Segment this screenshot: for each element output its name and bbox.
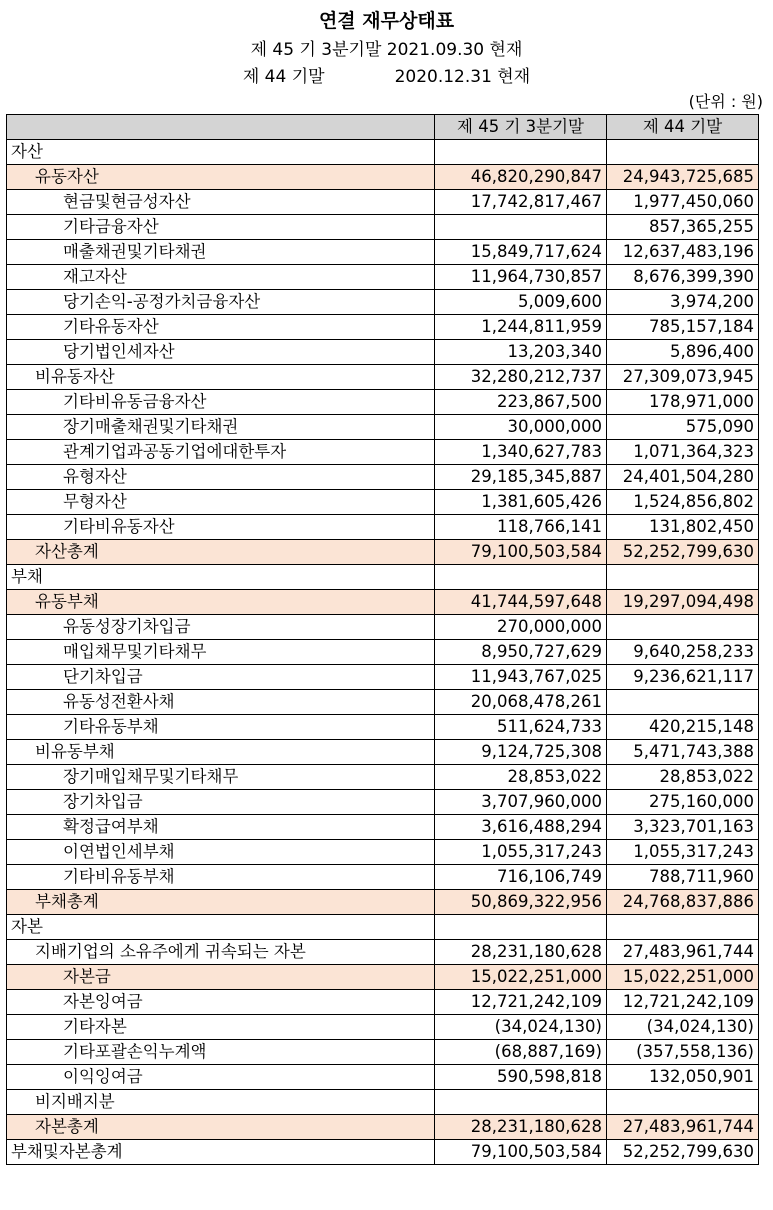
table-row [7,640,759,665]
prior-value-cell: 575,090 [607,415,759,440]
current-value-cell: 11,964,730,857 [435,265,607,290]
account-cell: 매출채권및기타채권 [7,240,435,265]
prior-value-cell: 5,896,400 [607,340,759,365]
table-row [7,1140,759,1165]
table-row [7,740,759,765]
account-cell: 기타비유동자산 [7,515,435,540]
table-row [7,890,759,915]
account-cell: 자본잉여금 [7,990,435,1015]
current-value-cell [435,140,607,165]
account-cell: 당기손익-공정가치금융자산 [7,290,435,315]
prior-value-cell: 52,252,799,630 [607,1140,759,1165]
current-value-cell: 511,624,733 [435,715,607,740]
current-value-cell: 28,853,022 [435,765,607,790]
account-cell: 유동성장기차입금 [7,615,435,640]
prior-value-cell: 1,055,317,243 [607,840,759,865]
prior-value-cell: 24,943,725,685 [607,165,759,190]
prior-value-cell: 132,050,901 [607,1065,759,1090]
table-row [7,690,759,715]
table-row [7,440,759,465]
header-current: 제 45 기 3분기말 [435,115,607,140]
table-row [7,340,759,365]
prior-value-cell [607,615,759,640]
current-value-cell: 46,820,290,847 [435,165,607,190]
prior-value-cell: 24,401,504,280 [607,465,759,490]
current-value-cell: 9,124,725,308 [435,740,607,765]
current-value-cell: 50,869,322,956 [435,890,607,915]
prior-period-date: 2020.12.31 현재 [394,67,531,87]
current-value-cell: 79,100,503,584 [435,540,607,565]
account-cell: 유동부채 [7,590,435,615]
current-value-cell: 30,000,000 [435,415,607,440]
table-row [7,565,759,590]
account-cell: 지배기업의 소유주에게 귀속되는 자본 [7,940,435,965]
account-cell: 기타유동자산 [7,315,435,340]
account-cell: 부채총계 [7,890,435,915]
prior-value-cell: 8,676,399,390 [607,265,759,290]
account-cell: 자본 [7,915,435,940]
table-row [7,215,759,240]
current-value-cell [435,915,607,940]
table-row [7,915,759,940]
prior-value-cell: 1,977,450,060 [607,190,759,215]
table-row [7,590,759,615]
current-value-cell: 15,022,251,000 [435,965,607,990]
account-cell: 무형자산 [7,490,435,515]
table-row [7,1115,759,1140]
prior-value-cell: 19,297,094,498 [607,590,759,615]
prior-value-cell [607,140,759,165]
current-value-cell: 270,000,000 [435,615,607,640]
table-header-row [7,115,759,140]
account-cell: 확정급여부채 [7,815,435,840]
table-row [7,965,759,990]
current-value-cell: 1,340,627,783 [435,440,607,465]
prior-value-cell: 28,853,022 [607,765,759,790]
current-value-cell: 1,381,605,426 [435,490,607,515]
table-row [7,415,759,440]
account-cell: 기타금융자산 [7,215,435,240]
current-value-cell: 8,950,727,629 [435,640,607,665]
prior-value-cell: 131,802,450 [607,515,759,540]
current-value-cell: (34,024,130) [435,1015,607,1040]
prior-value-cell: (357,558,136) [607,1040,759,1065]
prior-value-cell: 3,323,701,163 [607,815,759,840]
account-cell: 자산총계 [7,540,435,565]
unit-label: (단위 : 원) [688,92,763,111]
account-cell: 자본금 [7,965,435,990]
account-cell: 유동성전환사채 [7,690,435,715]
account-cell: 기타자본 [7,1015,435,1040]
current-value-cell: 3,707,960,000 [435,790,607,815]
table-body [7,140,759,1165]
table-row [7,315,759,340]
current-value-cell: 79,100,503,584 [435,1140,607,1165]
table-row [7,165,759,190]
balance-sheet-table [6,114,759,1165]
current-value-cell: 13,203,340 [435,340,607,365]
table-row [7,1090,759,1115]
table-row [7,765,759,790]
current-value-cell [435,215,607,240]
account-cell: 단기차입금 [7,665,435,690]
account-cell: 부채 [7,565,435,590]
table-row [7,465,759,490]
prior-value-cell: 12,721,242,109 [607,990,759,1015]
table-row [7,840,759,865]
current-value-cell: 41,744,597,648 [435,590,607,615]
account-cell: 부채및자본총계 [7,1140,435,1165]
current-value-cell: 3,616,488,294 [435,815,607,840]
prior-value-cell: 15,022,251,000 [607,965,759,990]
account-cell: 기타유동부채 [7,715,435,740]
prior-value-cell [607,565,759,590]
current-value-cell: 716,106,749 [435,865,607,890]
current-value-cell: 1,055,317,243 [435,840,607,865]
table-row [7,265,759,290]
account-cell: 기타비유동부채 [7,865,435,890]
prior-value-cell: 27,309,073,945 [607,365,759,390]
prior-value-cell: 9,640,258,233 [607,640,759,665]
account-cell: 장기매입채무및기타채무 [7,765,435,790]
prior-value-cell: 1,071,364,323 [607,440,759,465]
current-period: 제 45 기 3분기말 2021.09.30 현재 [250,40,523,60]
table-row [7,790,759,815]
prior-value-cell: 788,711,960 [607,865,759,890]
prior-value-cell: 9,236,621,117 [607,665,759,690]
prior-value-cell: 5,471,743,388 [607,740,759,765]
table-row [7,490,759,515]
table-row [7,1040,759,1065]
header-prior: 제 44 기말 [607,115,759,140]
table-row [7,665,759,690]
prior-value-cell: 52,252,799,630 [607,540,759,565]
current-value-cell [435,1090,607,1115]
prior-value-cell: 27,483,961,744 [607,940,759,965]
table-row [7,715,759,740]
table-row [7,1065,759,1090]
table-row [7,190,759,215]
table-row [7,815,759,840]
current-value-cell: 118,766,141 [435,515,607,540]
prior-value-cell: 178,971,000 [607,390,759,415]
account-cell: 장기차입금 [7,790,435,815]
account-cell: 유동자산 [7,165,435,190]
report-title: 연결 재무상태표 [318,10,455,32]
account-cell: 현금및현금성자산 [7,190,435,215]
account-cell: 유형자산 [7,465,435,490]
current-value-cell: 32,280,212,737 [435,365,607,390]
current-value-cell: (68,887,169) [435,1040,607,1065]
prior-value-cell: (34,024,130) [607,1015,759,1040]
table-row [7,940,759,965]
current-value-cell: 28,231,180,628 [435,1115,607,1140]
current-value-cell [435,565,607,590]
account-cell: 이연법인세부채 [7,840,435,865]
prior-value-cell: 27,483,961,744 [607,1115,759,1140]
account-cell: 이익잉여금 [7,1065,435,1090]
prior-value-cell [607,1090,759,1115]
account-cell: 관계기업과공동기업에대한투자 [7,440,435,465]
prior-value-cell: 1,524,856,802 [607,490,759,515]
prior-value-cell [607,690,759,715]
table-row [7,290,759,315]
prior-value-cell: 785,157,184 [607,315,759,340]
account-cell: 비유동부채 [7,740,435,765]
account-cell: 매입채무및기타채무 [7,640,435,665]
current-value-cell: 29,185,345,887 [435,465,607,490]
table-row [7,390,759,415]
prior-period [0,62,773,87]
current-value-cell: 20,068,478,261 [435,690,607,715]
current-value-cell: 12,721,242,109 [435,990,607,1015]
account-cell: 비지배지분 [7,1090,435,1115]
prior-value-cell [607,915,759,940]
account-cell: 기타비유동금융자산 [7,390,435,415]
table-row [7,990,759,1015]
prior-value-cell: 420,215,148 [607,715,759,740]
account-cell: 장기매출채권및기타채권 [7,415,435,440]
account-cell: 자본총계 [7,1115,435,1140]
current-value-cell: 17,742,817,467 [435,190,607,215]
table-row [7,615,759,640]
current-value-cell: 1,244,811,959 [435,315,607,340]
prior-value-cell: 275,160,000 [607,790,759,815]
current-value-cell: 28,231,180,628 [435,940,607,965]
current-value-cell: 15,849,717,624 [435,240,607,265]
prior-period-label: 제 44 기말 [242,67,325,87]
current-value-cell: 5,009,600 [435,290,607,315]
table-row [7,865,759,890]
current-value-cell: 590,598,818 [435,1065,607,1090]
table-row [7,540,759,565]
account-cell: 비유동자산 [7,365,435,390]
table-row [7,1015,759,1040]
table-row [7,140,759,165]
prior-value-cell: 24,768,837,886 [607,890,759,915]
table-row [7,240,759,265]
prior-value-cell: 12,637,483,196 [607,240,759,265]
account-cell: 당기법인세자산 [7,340,435,365]
account-cell: 기타포괄손익누계액 [7,1040,435,1065]
current-value-cell: 11,943,767,025 [435,665,607,690]
prior-value-cell: 857,365,255 [607,215,759,240]
account-cell: 자산 [7,140,435,165]
header-account [7,115,435,140]
prior-value-cell: 3,974,200 [607,290,759,315]
table-row [7,365,759,390]
current-value-cell: 223,867,500 [435,390,607,415]
table-row [7,515,759,540]
account-cell: 재고자산 [7,265,435,290]
